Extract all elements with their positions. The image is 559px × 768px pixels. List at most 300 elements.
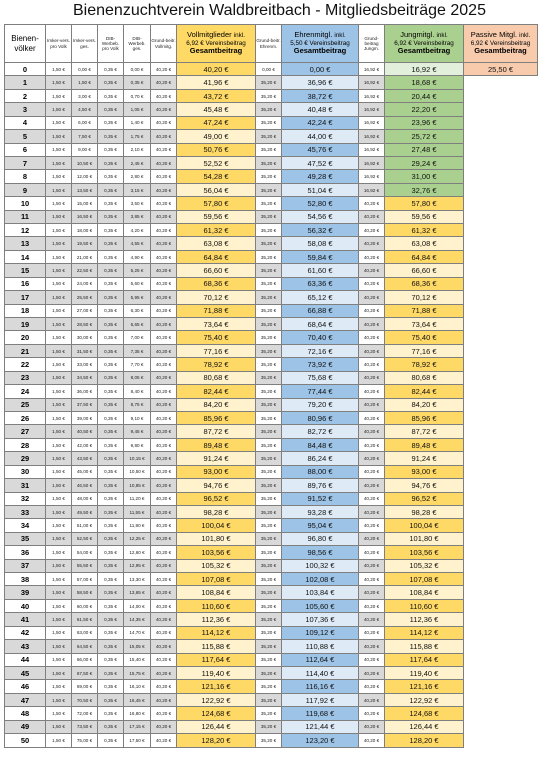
- grund-jung-cell: 16,92 €: [359, 143, 385, 156]
- jung-total-cell: 18,68 €: [385, 76, 464, 89]
- dib-pro-volk-cell: 0,35 €: [98, 707, 124, 720]
- table-row: [5, 358, 538, 371]
- dib-pro-volk-cell: 0,35 €: [98, 546, 124, 559]
- voelker-cell: 7: [5, 156, 46, 169]
- empty-cell: [464, 505, 538, 518]
- voelker-cell: 28: [5, 438, 46, 451]
- voll-total-cell: 100,04 €: [177, 519, 256, 532]
- dib-pro-volk-cell: 0,35 €: [98, 465, 124, 478]
- table-body: [5, 63, 538, 748]
- jung-total-cell: 73,64 €: [385, 318, 464, 331]
- imker-ges-cell: 67,50 €: [72, 666, 98, 679]
- imker-ges-cell: 27,00 €: [72, 304, 98, 317]
- imker-ges-cell: 54,00 €: [72, 546, 98, 559]
- jung-total-cell: 98,28 €: [385, 505, 464, 518]
- dib-pro-volk-cell: 0,35 €: [98, 143, 124, 156]
- grund-ehren-cell: 35,20 €: [256, 680, 282, 693]
- grund-jung-cell: 40,20 €: [359, 532, 385, 545]
- imker-pro-volk-cell: 1,50 €: [46, 532, 72, 545]
- voelker-cell: 25: [5, 398, 46, 411]
- dib-pro-volk-cell: 0,35 €: [98, 250, 124, 263]
- voll-total-cell: 96,52 €: [177, 492, 256, 505]
- imker-pro-volk-cell: 1,50 €: [46, 613, 72, 626]
- dib-ges-cell: 13,30 €: [124, 573, 151, 586]
- grund-jung-cell: 40,20 €: [359, 438, 385, 451]
- grund-ehren-cell: 35,20 €: [256, 532, 282, 545]
- jung-total-cell: 114,12 €: [385, 626, 464, 639]
- grund-voll-cell: 40,20 €: [151, 63, 177, 76]
- grund-voll-cell: 40,20 €: [151, 720, 177, 733]
- empty-cell: [464, 707, 538, 720]
- dib-pro-volk-cell: 0,35 €: [98, 720, 124, 733]
- empty-cell: [464, 291, 538, 304]
- jung-total-cell: 107,08 €: [385, 573, 464, 586]
- grund-jung-cell: 40,20 €: [359, 277, 385, 290]
- grund-ehren-cell: 35,20 €: [256, 693, 282, 706]
- ehren-sub: 5,50 € Vereinsbeitrag: [290, 39, 350, 47]
- grund-voll-cell: 40,20 €: [151, 344, 177, 357]
- imker-pro-volk-cell: 1,50 €: [46, 156, 72, 169]
- jung-total-cell: 105,32 €: [385, 559, 464, 572]
- dib-ges-cell: 16,45 €: [124, 693, 151, 706]
- grund-ehren-cell: 35,20 €: [256, 331, 282, 344]
- dib-ges-cell: 17,15 €: [124, 720, 151, 733]
- empty-cell: [464, 197, 538, 210]
- voll-total-cell: 117,64 €: [177, 653, 256, 666]
- table-row: [5, 640, 538, 653]
- voelker-cell: 3: [5, 103, 46, 116]
- grund-jung-cell: 40,20 €: [359, 331, 385, 344]
- empty-cell: [464, 143, 538, 156]
- table-row: [5, 116, 538, 129]
- dib-pro-volk-cell: 0,35 €: [98, 640, 124, 653]
- ehren-total-cell: 98,56 €: [282, 546, 359, 559]
- voelker-cell: 30: [5, 465, 46, 478]
- ehren-total-cell: 117,92 €: [282, 693, 359, 706]
- dib-pro-volk-cell: 0,35 €: [98, 304, 124, 317]
- voelker-cell: 15: [5, 264, 46, 277]
- jung-total-cell: 31,00 €: [385, 170, 464, 183]
- grund-voll-cell: 40,20 €: [151, 559, 177, 572]
- jung-total-cell: 78,92 €: [385, 358, 464, 371]
- ehren-total-cell: 56,32 €: [282, 224, 359, 237]
- dib-ges-cell: 4,20 €: [124, 224, 151, 237]
- imker-pro-volk-cell: 1,50 €: [46, 452, 72, 465]
- grund-ehren-cell: 35,20 €: [256, 720, 282, 733]
- table-row: [5, 344, 538, 357]
- voll-total-cell: 78,92 €: [177, 358, 256, 371]
- empty-cell: [464, 532, 538, 545]
- dib-ges-cell: 8,40 €: [124, 385, 151, 398]
- grund-voll-cell: 40,20 €: [151, 465, 177, 478]
- grund-ehren-cell: 35,20 €: [256, 210, 282, 223]
- voelker-cell: 23: [5, 371, 46, 384]
- voelker-cell: 0: [5, 63, 46, 76]
- grund-jung-cell: 40,20 €: [359, 546, 385, 559]
- grund-voll-cell: 40,20 €: [151, 707, 177, 720]
- voelker-cell: 37: [5, 559, 46, 572]
- grund-ehren-cell: 35,20 €: [256, 519, 282, 532]
- voll-total-cell: 70,12 €: [177, 291, 256, 304]
- voll-total-cell: 54,28 €: [177, 170, 256, 183]
- ehren-total-cell: 75,68 €: [282, 371, 359, 384]
- dib-ges-cell: 5,95 €: [124, 291, 151, 304]
- ehren-total-cell: 112,64 €: [282, 653, 359, 666]
- table-row: [5, 438, 538, 451]
- empty-cell: [464, 452, 538, 465]
- dib-pro-volk-cell: 0,35 €: [98, 76, 124, 89]
- voelker-cell: 40: [5, 599, 46, 612]
- imker-ges-cell: 0,00 €: [72, 63, 98, 76]
- jung-total-cell: 66,60 €: [385, 264, 464, 277]
- dib-ges-cell: 4,90 €: [124, 250, 151, 263]
- table-row: [5, 559, 538, 572]
- voll-total-cell: 61,32 €: [177, 224, 256, 237]
- table-row: [5, 425, 538, 438]
- grund-voll-cell: 40,20 €: [151, 573, 177, 586]
- voll-total-cell: 121,16 €: [177, 680, 256, 693]
- passive-inkl: inkl.: [519, 32, 531, 40]
- imker-pro-volk-cell: 1,50 €: [46, 505, 72, 518]
- jung-total-cell: 119,40 €: [385, 666, 464, 679]
- dib-pro-volk-cell: 0,35 €: [98, 693, 124, 706]
- voll-total-cell: 71,88 €: [177, 304, 256, 317]
- voelker-cell: 10: [5, 197, 46, 210]
- ehren-total-cell: 66,88 €: [282, 304, 359, 317]
- grund-jung-cell: 40,20 €: [359, 224, 385, 237]
- imker-pro-volk-cell: 1,50 €: [46, 559, 72, 572]
- grund-ehren-cell: 35,20 €: [256, 559, 282, 572]
- grund-ehren-cell: 35,20 €: [256, 116, 282, 129]
- jung-total-cell: 85,96 €: [385, 411, 464, 424]
- empty-cell: [464, 573, 538, 586]
- voelker-cell: 19: [5, 318, 46, 331]
- imker-ges-cell: 6,00 €: [72, 116, 98, 129]
- ehren-total-cell: 51,04 €: [282, 183, 359, 196]
- grund-voll-cell: 40,20 €: [151, 183, 177, 196]
- grund-voll-cell: 40,20 €: [151, 250, 177, 263]
- dib-ges-cell: 17,50 €: [124, 734, 151, 747]
- voll-total-cell: 40,20 €: [177, 63, 256, 76]
- jung-total-cell: 100,04 €: [385, 519, 464, 532]
- voll-total-label: Gesamtbeitrag: [189, 46, 243, 56]
- imker-pro-volk-cell: 1,50 €: [46, 371, 72, 384]
- jung-total-cell: 23,96 €: [385, 116, 464, 129]
- empty-cell: [464, 277, 538, 290]
- ehren-total-cell: 42,24 €: [282, 116, 359, 129]
- dib-pro-volk-cell: 0,35 €: [98, 103, 124, 116]
- voelker-cell: 21: [5, 344, 46, 357]
- grund-voll-cell: 40,20 €: [151, 156, 177, 169]
- table-row: [5, 492, 538, 505]
- imker-pro-volk-cell: 1,50 €: [46, 116, 72, 129]
- dib-pro-volk-cell: 0,35 €: [98, 680, 124, 693]
- jung-total-cell: 110,60 €: [385, 599, 464, 612]
- imker-ges-cell: 61,50 €: [72, 613, 98, 626]
- grund-ehren-cell: 35,20 €: [256, 425, 282, 438]
- voelker-cell: 22: [5, 358, 46, 371]
- imker-ges-cell: 75,00 €: [72, 734, 98, 747]
- ehren-total-cell: 88,00 €: [282, 465, 359, 478]
- imker-ges-cell: 16,50 €: [72, 210, 98, 223]
- table-row: [5, 318, 538, 331]
- grund-jung-cell: 40,20 €: [359, 653, 385, 666]
- ehren-total-cell: 45,76 €: [282, 143, 359, 156]
- table-row: [5, 519, 538, 532]
- ehren-title: Ehrenmitgl.: [294, 30, 333, 40]
- grund-jung-cell: 16,92 €: [359, 156, 385, 169]
- imker-pro-volk-cell: 1,50 €: [46, 318, 72, 331]
- imker-pro-volk-cell: 1,50 €: [46, 411, 72, 424]
- dib-pro-volk-cell: 0,35 €: [98, 371, 124, 384]
- imker-pro-volk-cell: 1,50 €: [46, 277, 72, 290]
- jung-total-cell: 57,80 €: [385, 197, 464, 210]
- voelker-cell: 43: [5, 640, 46, 653]
- empty-cell: [464, 519, 538, 532]
- grund-ehren-cell: 35,20 €: [256, 143, 282, 156]
- grund-ehren-cell: 35,20 €: [256, 224, 282, 237]
- empty-cell: [464, 170, 538, 183]
- table-row: [5, 398, 538, 411]
- dib-ges-cell: 9,45 €: [124, 425, 151, 438]
- grund-voll-cell: 40,20 €: [151, 103, 177, 116]
- grund-ehren-cell: 35,20 €: [256, 130, 282, 143]
- grund-jung-cell: 40,20 €: [359, 559, 385, 572]
- empty-cell: [464, 693, 538, 706]
- voelker-cell: 12: [5, 224, 46, 237]
- dib-pro-volk-cell: 0,35 €: [98, 156, 124, 169]
- grund-voll-cell: 40,20 €: [151, 197, 177, 210]
- dib-ges-cell: 0,00 €: [124, 63, 151, 76]
- table-row: [5, 479, 538, 492]
- table-row: [5, 693, 538, 706]
- voll-total-cell: 64,84 €: [177, 250, 256, 263]
- voll-total-cell: 124,68 €: [177, 707, 256, 720]
- ehren-total-cell: 38,72 €: [282, 89, 359, 102]
- ehren-total-cell: 58,08 €: [282, 237, 359, 250]
- voelker-cell: 29: [5, 452, 46, 465]
- voelker-cell: 14: [5, 250, 46, 263]
- grund-voll-cell: 40,20 €: [151, 331, 177, 344]
- grund-voll-cell: 40,20 €: [151, 398, 177, 411]
- imker-pro-volk-cell: 1,50 €: [46, 89, 72, 102]
- header-imker-ges: Imker-vers. ges.: [72, 25, 98, 63]
- grund-voll-cell: 40,20 €: [151, 666, 177, 679]
- header-grund-ehren: Grund-beitr. Ehrenm.: [256, 25, 282, 63]
- dib-ges-cell: 7,35 €: [124, 344, 151, 357]
- ehren-total-cell: 77,44 €: [282, 385, 359, 398]
- empty-cell: [464, 613, 538, 626]
- grund-ehren-cell: 35,20 €: [256, 237, 282, 250]
- ehren-total-cell: 96,80 €: [282, 532, 359, 545]
- dib-ges-cell: 1,40 €: [124, 116, 151, 129]
- header-voelker: Bienen-völker: [5, 25, 46, 63]
- dib-pro-volk-cell: 0,35 €: [98, 505, 124, 518]
- ehren-total-cell: 123,20 €: [282, 734, 359, 747]
- empty-cell: [464, 653, 538, 666]
- grund-ehren-cell: 0,00 €: [256, 63, 282, 76]
- imker-pro-volk-cell: 1,50 €: [46, 358, 72, 371]
- voll-total-cell: 112,36 €: [177, 613, 256, 626]
- jung-sub: 6,92 € Vereinsbeitrag: [394, 39, 454, 47]
- grund-voll-cell: 40,20 €: [151, 130, 177, 143]
- voll-total-cell: 103,56 €: [177, 546, 256, 559]
- jung-total-cell: 27,48 €: [385, 143, 464, 156]
- dib-pro-volk-cell: 0,35 €: [98, 385, 124, 398]
- dib-pro-volk-cell: 0,35 €: [98, 197, 124, 210]
- grund-jung-cell: 40,20 €: [359, 666, 385, 679]
- voelker-cell: 31: [5, 479, 46, 492]
- grund-ehren-cell: 35,20 €: [256, 653, 282, 666]
- voll-total-cell: 91,24 €: [177, 452, 256, 465]
- imker-ges-cell: 15,00 €: [72, 197, 98, 210]
- dib-pro-volk-cell: 0,35 €: [98, 170, 124, 183]
- passive-title: Passive Mitgl.: [470, 30, 517, 40]
- ehren-total-cell: 95,04 €: [282, 519, 359, 532]
- empty-cell: [464, 371, 538, 384]
- imker-pro-volk-cell: 1,50 €: [46, 425, 72, 438]
- imker-pro-volk-cell: 1,50 €: [46, 492, 72, 505]
- grund-jung-cell: 40,20 €: [359, 505, 385, 518]
- imker-pro-volk-cell: 1,50 €: [46, 398, 72, 411]
- grund-jung-cell: 40,20 €: [359, 371, 385, 384]
- grund-ehren-cell: 35,20 €: [256, 546, 282, 559]
- ehren-total-cell: 52,80 €: [282, 197, 359, 210]
- empty-cell: [464, 666, 538, 679]
- dib-pro-volk-cell: 0,35 €: [98, 519, 124, 532]
- voelker-cell: 44: [5, 653, 46, 666]
- grund-ehren-cell: 35,20 €: [256, 626, 282, 639]
- imker-ges-cell: 13,50 €: [72, 183, 98, 196]
- ehren-total-cell: 121,44 €: [282, 720, 359, 733]
- voll-total-cell: 49,00 €: [177, 130, 256, 143]
- grund-voll-cell: 40,20 €: [151, 505, 177, 518]
- passive-total-label: Gesamtbeitrag: [474, 46, 527, 56]
- empty-cell: [464, 586, 538, 599]
- jung-total-label: Gesamtbeitrag: [397, 46, 451, 56]
- grund-ehren-cell: 35,20 €: [256, 573, 282, 586]
- imker-pro-volk-cell: 1,50 €: [46, 237, 72, 250]
- grund-ehren-cell: 35,20 €: [256, 197, 282, 210]
- dib-ges-cell: 2,45 €: [124, 156, 151, 169]
- imker-pro-volk-cell: 1,50 €: [46, 519, 72, 532]
- dib-ges-cell: 3,15 €: [124, 183, 151, 196]
- jung-total-cell: 20,44 €: [385, 89, 464, 102]
- imker-pro-volk-cell: 1,50 €: [46, 183, 72, 196]
- empty-cell: [464, 304, 538, 317]
- dib-pro-volk-cell: 0,35 €: [98, 291, 124, 304]
- imker-ges-cell: 45,00 €: [72, 465, 98, 478]
- jung-total-cell: 108,84 €: [385, 586, 464, 599]
- header-imker-pro-volk: Imker-vers. pro Volk: [46, 25, 72, 63]
- imker-ges-cell: 24,00 €: [72, 277, 98, 290]
- jung-total-cell: 68,36 €: [385, 277, 464, 290]
- empty-cell: [464, 734, 538, 747]
- voelker-cell: 45: [5, 666, 46, 679]
- ehren-total-cell: 114,40 €: [282, 666, 359, 679]
- empty-cell: [464, 465, 538, 478]
- jung-total-cell: 117,64 €: [385, 653, 464, 666]
- imker-ges-cell: 73,50 €: [72, 720, 98, 733]
- grund-voll-cell: 40,20 €: [151, 546, 177, 559]
- empty-cell: [464, 210, 538, 223]
- grund-voll-cell: 40,20 €: [151, 143, 177, 156]
- jung-total-cell: 77,16 €: [385, 344, 464, 357]
- grund-voll-cell: 40,20 €: [151, 734, 177, 747]
- jung-total-cell: 64,84 €: [385, 250, 464, 263]
- ehren-total-cell: 102,08 €: [282, 573, 359, 586]
- jung-total-cell: 112,36 €: [385, 613, 464, 626]
- grund-jung-cell: 40,20 €: [359, 492, 385, 505]
- dib-ges-cell: 7,00 €: [124, 331, 151, 344]
- grund-jung-cell: 16,92 €: [359, 89, 385, 102]
- table-row: [5, 277, 538, 290]
- ehren-total-cell: 116,16 €: [282, 680, 359, 693]
- empty-cell: [464, 237, 538, 250]
- voll-total-cell: 98,28 €: [177, 505, 256, 518]
- grund-voll-cell: 40,20 €: [151, 680, 177, 693]
- dib-pro-volk-cell: 0,35 €: [98, 358, 124, 371]
- dib-ges-cell: 8,05 €: [124, 371, 151, 384]
- imker-pro-volk-cell: 1,50 €: [46, 626, 72, 639]
- ehren-total-cell: 84,48 €: [282, 438, 359, 451]
- imker-ges-cell: 43,50 €: [72, 452, 98, 465]
- dib-pro-volk-cell: 0,35 €: [98, 438, 124, 451]
- dib-ges-cell: 10,15 €: [124, 452, 151, 465]
- dib-ges-cell: 11,90 €: [124, 519, 151, 532]
- dib-pro-volk-cell: 0,35 €: [98, 130, 124, 143]
- table-row: [5, 224, 538, 237]
- grund-jung-cell: 40,20 €: [359, 693, 385, 706]
- ehren-total-cell: 73,92 €: [282, 358, 359, 371]
- grund-voll-cell: 40,20 €: [151, 425, 177, 438]
- imker-pro-volk-cell: 1,50 €: [46, 479, 72, 492]
- jung-total-cell: 61,32 €: [385, 224, 464, 237]
- table-row: [5, 505, 538, 518]
- imker-ges-cell: 31,50 €: [72, 344, 98, 357]
- voelker-cell: 5: [5, 130, 46, 143]
- grund-voll-cell: 40,20 €: [151, 519, 177, 532]
- dib-pro-volk-cell: 0,35 €: [98, 318, 124, 331]
- voelker-cell: 42: [5, 626, 46, 639]
- empty-cell: [464, 156, 538, 169]
- grund-ehren-cell: 35,20 €: [256, 183, 282, 196]
- voelker-cell: 13: [5, 237, 46, 250]
- voelker-cell: 9: [5, 183, 46, 196]
- dib-ges-cell: 5,60 €: [124, 277, 151, 290]
- imker-ges-cell: 46,50 €: [72, 479, 98, 492]
- grund-ehren-cell: 35,20 €: [256, 666, 282, 679]
- voelker-cell: 49: [5, 720, 46, 733]
- voll-total-cell: 110,60 €: [177, 599, 256, 612]
- voll-total-cell: 114,12 €: [177, 626, 256, 639]
- imker-pro-volk-cell: 1,50 €: [46, 250, 72, 263]
- voll-total-cell: 73,64 €: [177, 318, 256, 331]
- grund-voll-cell: 40,20 €: [151, 599, 177, 612]
- grund-ehren-cell: 35,20 €: [256, 103, 282, 116]
- imker-pro-volk-cell: 1,50 €: [46, 304, 72, 317]
- grund-ehren-cell: 35,20 €: [256, 734, 282, 747]
- imker-pro-volk-cell: 1,50 €: [46, 707, 72, 720]
- grund-voll-cell: 40,20 €: [151, 586, 177, 599]
- imker-ges-cell: 39,00 €: [72, 411, 98, 424]
- grund-jung-cell: 16,92 €: [359, 76, 385, 89]
- grund-jung-cell: 40,20 €: [359, 358, 385, 371]
- empty-cell: [464, 492, 538, 505]
- grund-ehren-cell: 35,20 €: [256, 358, 282, 371]
- voelker-cell: 26: [5, 411, 46, 424]
- dib-pro-volk-cell: 0,35 €: [98, 573, 124, 586]
